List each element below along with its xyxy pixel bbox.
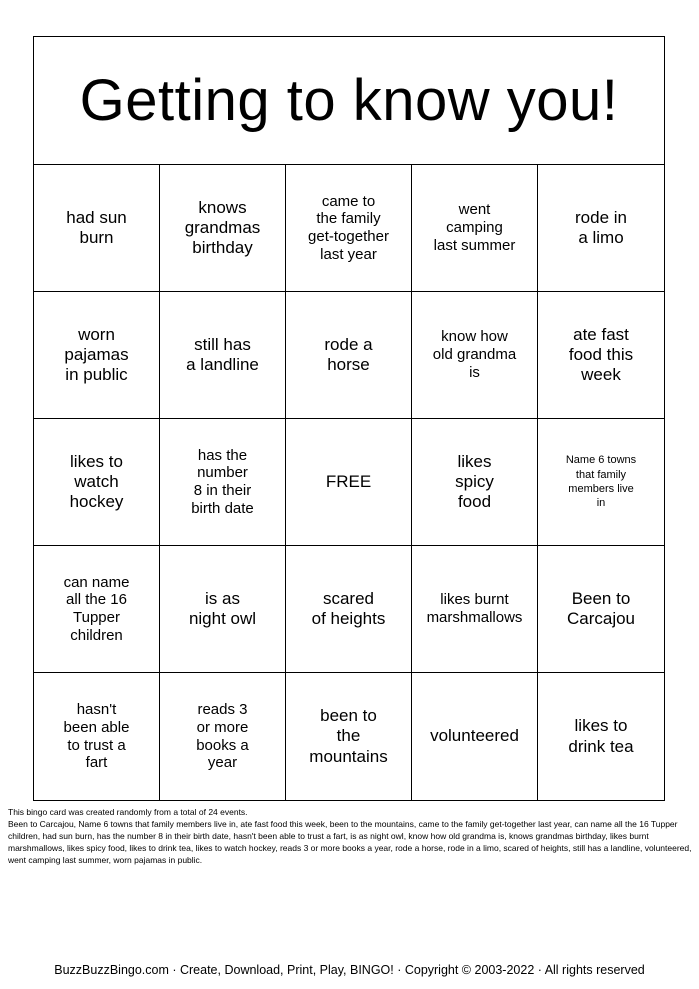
bingo-card [33,36,665,801]
bingo-cell: rode a horse [286,292,412,419]
bingo-cell: rode in a limo [538,165,664,292]
bingo-cell: went camping last summer [412,165,538,292]
footer-events-list: Been to Carcajou, Name 6 towns that family members live in, ate fast food this week, been to the mountains, came to the family get-together last year, can name all the 16 Tupper children, had sun burn, has the number 8 in their birth date, hasn't been able to trust a fart, is as night owl, know how old grandma is, knows grandmas birthday, likes burnt marshmallows, likes spicy food, likes to drink tea, likes to watch hockey, reads 3 or more books a year, rode a horse, rode in a limo, scared of heights, still has a landline, volunteered, went camping last summer, worn pajamas in public. [8,819,692,866]
bingo-cell: can name all the 16 Tupper children [34,546,160,673]
bingo-cell: came to the family get-together last year [286,165,412,292]
bingo-cell: volunteered [412,673,538,800]
bingo-cell: reads 3 or more books a year [160,673,286,800]
footer-summary: This bingo card was created randomly from a total of 24 events. [8,807,248,817]
bingo-cell: is as night owl [160,546,286,673]
bingo-cell: Name 6 towns that family members live in [538,419,664,546]
bingo-cell: been to the mountains [286,673,412,800]
bingo-cell: likes spicy food [412,419,538,546]
bingo-grid [34,165,664,800]
copyright-line: BuzzBuzzBingo.com · Create, Download, Print, Play, BINGO! · Copyright © 2003-2022 · All rights reserved [54,963,645,977]
bingo-cell: had sun burn [34,165,160,292]
bingo-cell: likes to watch hockey [34,419,160,546]
bingo-cell: likes burnt marshmallows [412,546,538,673]
bingo-cell: ate fast food this week [538,292,664,419]
bingo-cell: hasn't been able to trust a fart [34,673,160,800]
bingo-cell: worn pajamas in public [34,292,160,419]
bingo-cell: scared of heights [286,546,412,673]
bingo-cell: know how old grandma is [412,292,538,419]
bingo-cell: has the number 8 in their birth date [160,419,286,546]
bingo-cell: FREE [286,419,412,546]
card-title: Getting to know you! [34,37,664,165]
card-footer [8,806,692,866]
bingo-cell: likes to drink tea [568,716,634,756]
bingo-cell: still has a landline [160,292,286,419]
bingo-cell: knows grandmas birthday [160,165,286,292]
bingo-cell: Been to Carcajou [538,546,664,673]
